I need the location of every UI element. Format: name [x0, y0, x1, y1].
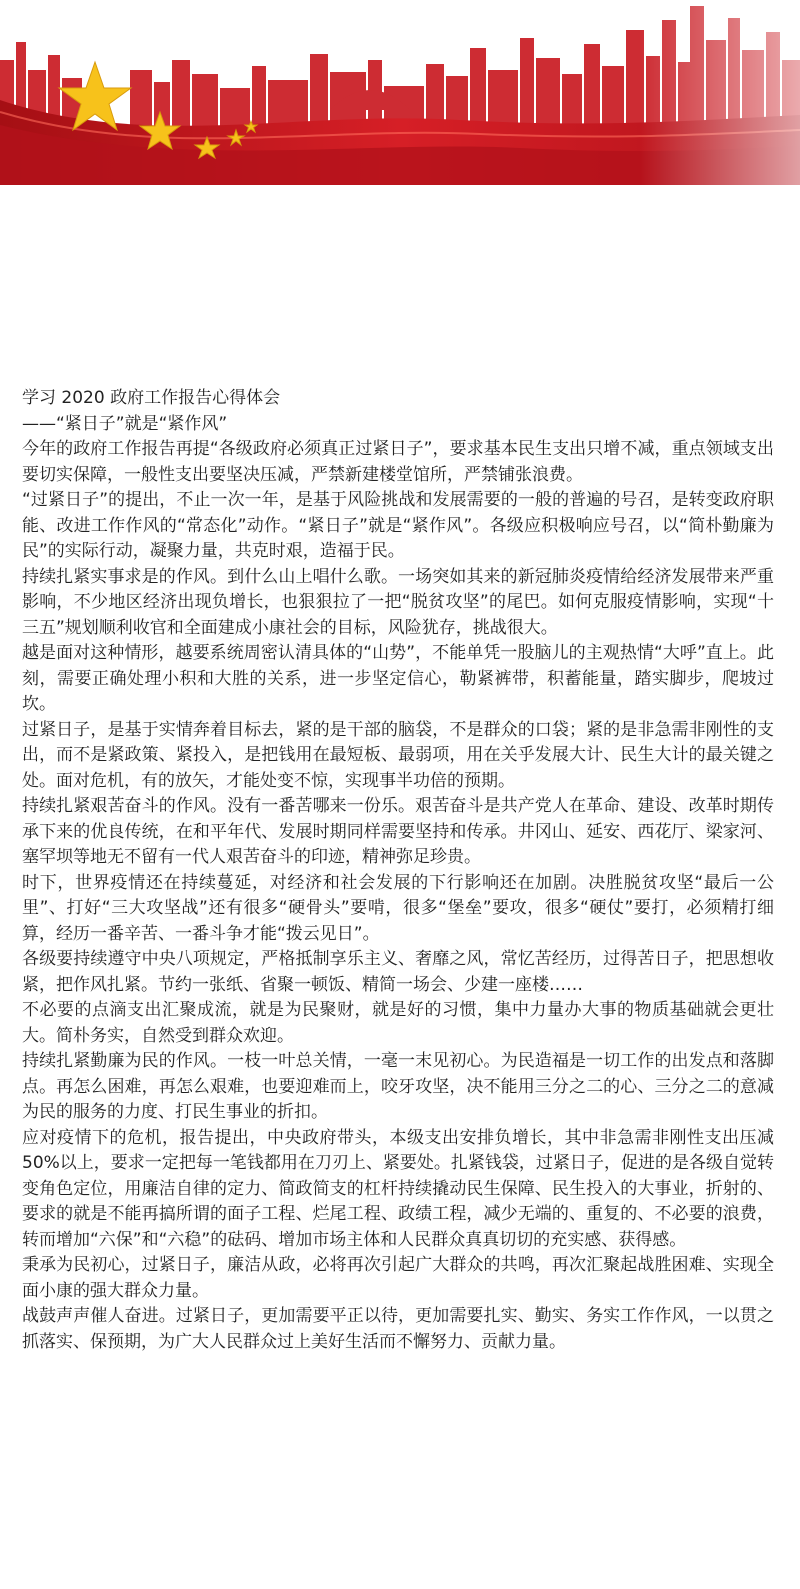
- article-paragraph: 战鼓声声催人奋进。过紧日子，更加需要平正以待，更加需要扎实、勤实、务实工作作风，一以贯之抓落实、保预期，为广大人民群众过上美好生活而不懈努力、贡献力量。: [22, 1306, 774, 1352]
- article-paragraph: 持续扎紧艰苦奋斗的作风。没有一番苦哪来一份乐。艰苦奋斗是共产党人在革命、建设、改革时期传承下来的优良传统，在和平年代、发展时期同样需要坚持和传承。井冈山、延安、西花厅、梁家河、塞罕坝等地无不留有一代人艰苦奋斗的印迹，精神弥足珍贵。: [22, 796, 774, 867]
- article-paragraph: 越是面对这种情形，越要系统周密认清具体的“山势”，不能单凭一股脑儿的主观热情“大呼”直上。此刻，需要正确处理小积和大胜的关系，进一步坚定信心，勒紧裤带，积蓄能量，踏实脚步，爬坡过坎。: [22, 643, 774, 714]
- article-paragraph: 不必要的点滴支出汇聚成流，就是为民聚财，就是好的习惯，集中力量办大事的物质基础就会更壮大。简朴务实，自然受到群众欢迎。: [22, 1000, 774, 1046]
- article-title: 学习 2020 政府工作报告心得体会: [22, 388, 281, 408]
- article-paragraph: 各级要持续遵守中央八项规定，严格抵制享乐主义、奢靡之风，常忆苦经历，过得苦日子，把思想收紧，把作风扎紧。节约一张纸、省聚一顿饭、精简一场会、少建一座楼……: [22, 949, 774, 995]
- article-body: [22, 386, 774, 1355]
- article-paragraph: “过紧日子”的提出，不止一次一年，是基于风险挑战和发展需要的一般的普遍的号召，是转变政府职能、改进工作作风的“常态化”动作。“紧日子”就是“紧作风”。各级应积极响应号召，以“简朴勤廉为民”的实际行动，凝聚力量，共克时艰，造福于民。: [22, 490, 774, 561]
- header-banner: [0, 0, 800, 185]
- article-paragraph: 过紧日子，是基于实情奔着目标去，紧的是干部的脑袋，不是群众的口袋；紧的是非急需非刚性的支出，而不是紧政策、紧投入，是把钱用在最短板、最弱项，用在关乎发展大计、民生大计的最关键之处。面对危机，有的放矢，才能处变不惊，实现事半功倍的预期。: [22, 719, 774, 791]
- article-paragraph: 时下，世界疫情还在持续蔓延，对经济和社会发展的下行影响还在加剧。决胜脱贫攻坚“最后一公里”、打好“三大攻坚战”还有很多“硬骨头”要啃，很多“堡垒”要攻，很多“硬仗”要打，必须精打细算，经历一番辛苦、一番斗争才能“拨云见日”。: [22, 872, 774, 944]
- article-paragraph: 秉承为民初心，过紧日子，廉洁从政，必将再次引起广大群众的共鸣，再次汇聚起战胜困难、实现全面小康的强大群众力量。: [22, 1255, 774, 1301]
- article-paragraph: 持续扎紧实事求是的作风。到什么山上唱什么歌。一场突如其来的新冠肺炎疫情给经济发展带来严重影响，不少地区经济出现负增长，也狠狠拉了一把“脱贫攻坚”的尾巴。如何克服疫情影响，实现“十三五”规划顺利收官和全面建成小康社会的目标，风险犹存，挑战很大。: [22, 566, 774, 638]
- article-paragraph: 持续扎紧勤廉为民的作风。一枝一叶总关情，一毫一末见初心。为民造福是一切工作的出发点和落脚点。再怎么困难，再怎么艰难，也要迎难而上，咬牙攻坚，决不能用三分之二的心、三分之二的意减为民的服务的力度、打民生事业的折扣。: [22, 1051, 774, 1122]
- article-paragraph: 应对疫情下的危机，报告提出，中央政府带头，本级支出安排负增长，其中非急需非刚性支出压减 50%以上，要求一定把每一笔钱都用在刀刃上、紧要处。扎紧钱袋，过紧日子，促进的是各级自觉转变角色定位，用廉洁自律的定力、简政简支的杠杆持续撬动民生保障、民生投入的大事业，折射的、要求的就是不能再搞所谓的面子工程、烂尾工程、政绩工程，减少无端的、重复的、不必要的浪费，转而增加“六保”和“六稳”的砝码、增加市场主体和人民群众真真切切的充实感、获得感。: [22, 1127, 774, 1250]
- article-subtitle: ——“紧日子”就是“紧作风”: [22, 413, 228, 434]
- article-paragraph: 今年的政府工作报告再提“各级政府必须真正过紧日子”，要求基本民生支出只增不减，重点领域支出要切实保障，一般性支出要坚决压减，严禁新建楼堂馆所，严禁铺张浪费。: [22, 439, 774, 485]
- city-skyline-banner-graphic: [0, 0, 800, 185]
